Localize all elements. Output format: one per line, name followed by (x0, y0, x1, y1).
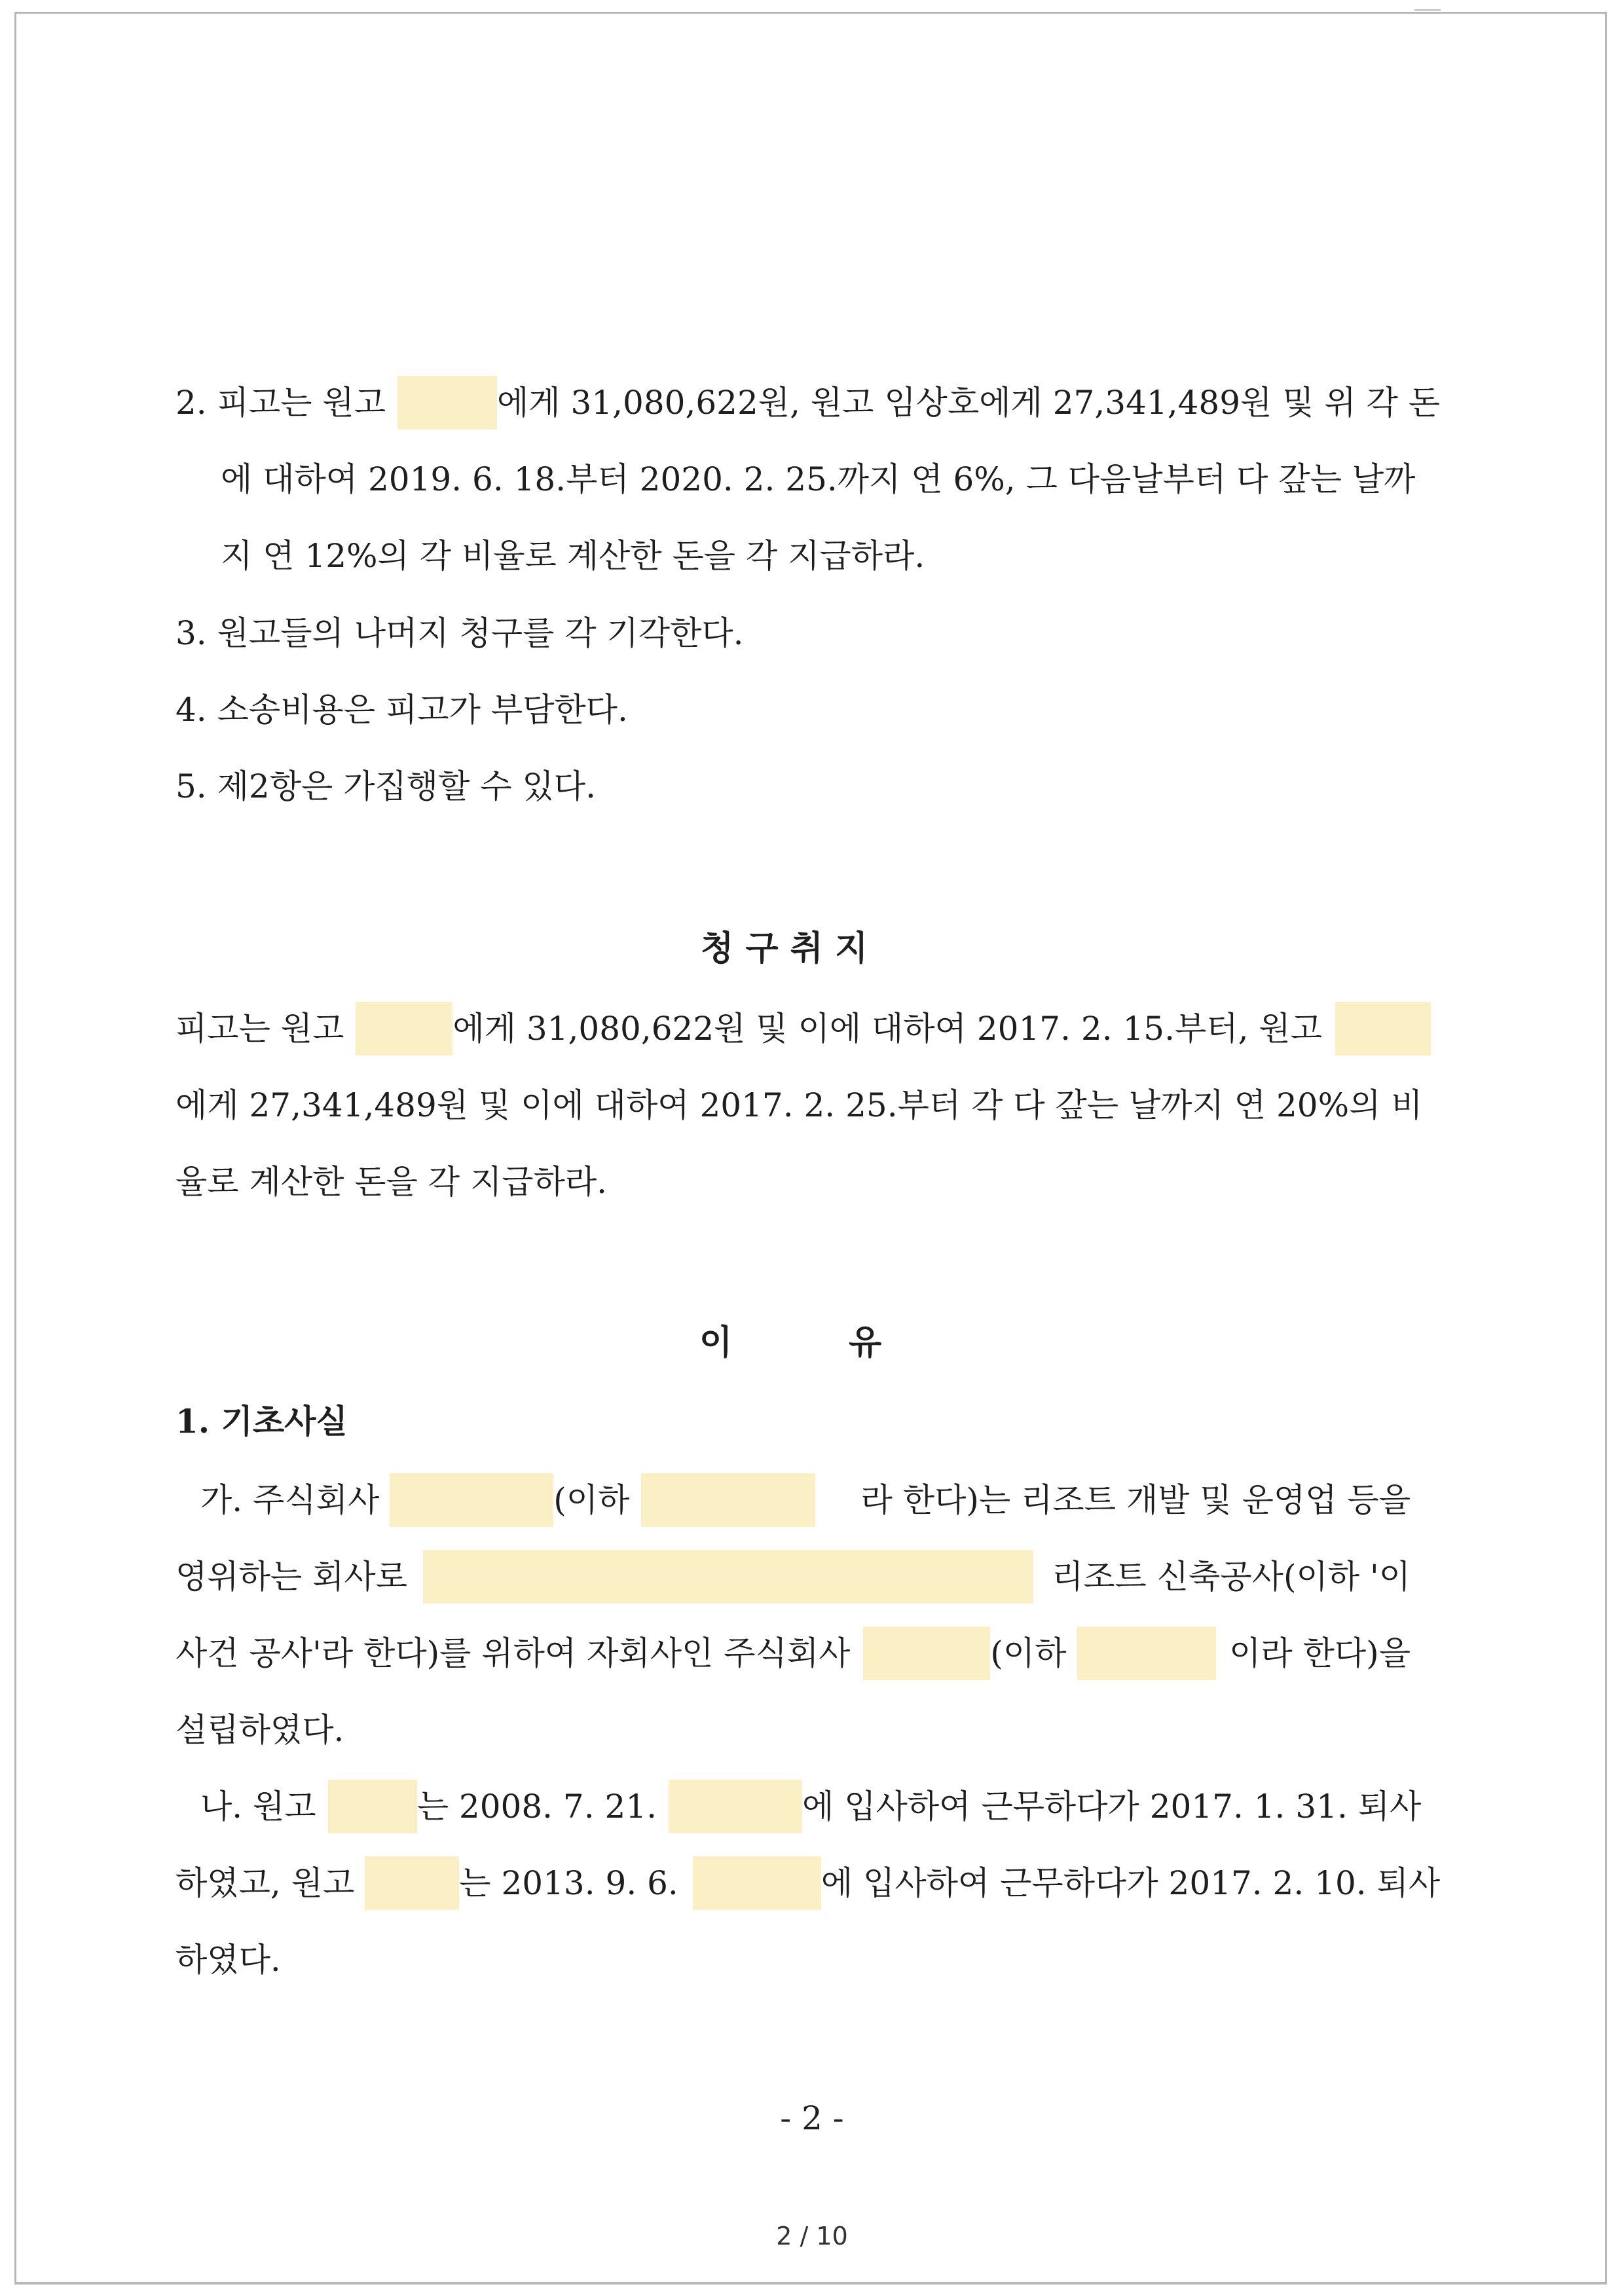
section-1-title: 1. 기초사실 (175, 1402, 348, 1441)
para-na-text-b: 는 2008. 7. 21. (416, 1788, 657, 1826)
claim-text-line3: 율로 계산한 돈을 각 지급하라. (175, 1163, 608, 1201)
page-count: 2 / 10 (776, 2222, 848, 2250)
order-item-2-text-b: 에게 31,080,622원, 원고 임상호에게 27,341,489원 및 위 각 돈 (497, 384, 1441, 422)
page-number-marker: - 2 - (780, 2099, 844, 2137)
para-ga-text-b: (이하 (553, 1481, 630, 1519)
para-ga-text-a: 가. 주식회사 (200, 1481, 380, 1519)
redacted-plaintiff-name (1335, 1002, 1431, 1056)
redacted-company-abbr (693, 1856, 821, 1910)
order-item-2-line-3 (221, 533, 925, 579)
claim-text-b: 에게 31,080,622원 및 이에 대하여 2017. 2. 15.부터, 원고 (452, 1010, 1322, 1048)
redacted-company-abbr (641, 1473, 815, 1527)
claim-line-3 (175, 1159, 607, 1205)
order-item-3-text: 3. 원고들의 나머지 청구를 각 기각한다. (175, 614, 744, 652)
para-na-line-3 (175, 1937, 281, 1983)
order-item-2-text-line2: 에 대하여 2019. 6. 18.부터 2020. 2. 25.까지 연 6%, 그 다음날부터 다 갚는 날까 (221, 460, 1416, 498)
order-item-5 (175, 763, 596, 809)
redacted-plaintiff-name (397, 376, 497, 430)
order-item-2-line-1 (175, 380, 1441, 426)
para-na-text-line3: 하였다. (175, 1941, 281, 1979)
reasons-heading-left: 이 (699, 1323, 733, 1363)
order-item-3 (175, 610, 744, 656)
para-ga-line-4 (175, 1707, 344, 1753)
para-na-text-line2-c: 에 입사하여 근무하다가 2017. 2. 10. 퇴사 (821, 1864, 1441, 1902)
para-na-text-a: 나. 원고 (200, 1788, 316, 1826)
order-item-4 (175, 687, 628, 733)
para-na-text-line2-a: 하였고, 원고 (175, 1864, 355, 1902)
para-ga-text-c: 라 한다)는 리조트 개발 및 운영업 등을 (860, 1481, 1411, 1519)
para-na-text-line2-b: 는 2013. 9. 6. (459, 1864, 678, 1902)
para-ga-line-2 (175, 1554, 1411, 1600)
order-item-4-text: 4. 소송비용은 피고가 부담한다. (175, 691, 628, 729)
order-item-2-text-a: 2. 피고는 원고 (175, 384, 386, 422)
redacted-project-name (423, 1550, 1033, 1604)
claim-line-1 (175, 1006, 1411, 1052)
redacted-subsidiary-abbr (1077, 1626, 1216, 1680)
para-ga-text-line4: 설립하였다. (175, 1711, 344, 1749)
reasons-heading-right: 유 (849, 1323, 882, 1363)
bottom-border (14, 2284, 1607, 2285)
redacted-plaintiff-name (328, 1780, 417, 1833)
para-ga-text-line3-c: 이라 한다)을 (1229, 1634, 1411, 1672)
para-na-text-c: 에 입사하여 근무하다가 2017. 1. 31. 퇴사 (802, 1788, 1422, 1826)
para-ga-text-line3-b: (이하 (990, 1634, 1067, 1672)
claim-text-line2: 에게 27,341,489원 및 이에 대하여 2017. 2. 25.부터 각 다 갚는 날까지 연 20%의 비 (175, 1086, 1423, 1124)
para-ga-line-1 (200, 1477, 1411, 1523)
para-ga-text-line2-b: 리조트 신축공사(이하 '이 (1051, 1558, 1411, 1596)
para-ga-text-line3-a: 사건 공사'라 한다)를 위하여 자회사인 주식회사 (175, 1634, 851, 1672)
scan-mark (1414, 9, 1441, 11)
order-item-2-text-line3: 지 연 12%의 각 비율로 계산한 돈을 각 지급하라. (221, 537, 925, 575)
para-na-line-1 (200, 1784, 1422, 1829)
claim-text-a: 피고는 원고 (175, 1010, 344, 1048)
redacted-plaintiff-name (365, 1856, 459, 1910)
para-na-line-2 (175, 1860, 1441, 1906)
redacted-company-name (390, 1473, 553, 1527)
redacted-plaintiff-name (356, 1002, 452, 1056)
order-item-5-text: 5. 제2항은 가집행할 수 있다. (175, 767, 596, 805)
order-item-2-line-2 (221, 456, 1416, 502)
para-ga-line-3 (175, 1630, 1411, 1676)
redacted-company-abbr (669, 1780, 802, 1833)
claim-line-2 (175, 1082, 1423, 1128)
claim-heading: 청 구 취 지 (701, 928, 868, 968)
para-ga-text-line2-a: 영위하는 회사로 (175, 1558, 407, 1596)
redacted-subsidiary-name (863, 1626, 990, 1680)
